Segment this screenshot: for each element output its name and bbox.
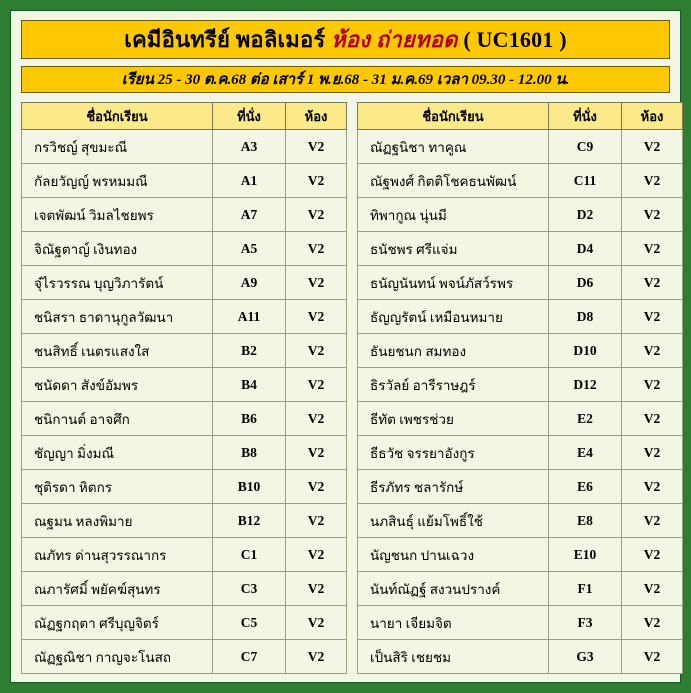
student-room: V2: [286, 300, 347, 334]
student-room: V2: [286, 572, 347, 606]
student-name: ธนัชพร ศรีแจ่ม: [358, 232, 549, 266]
student-name: ณภัทร ด่านสุวรรณากร: [22, 538, 213, 572]
student-name: ทิพากูณ นุ่นมี: [358, 198, 549, 232]
student-name: เป็นสิริ เชยชม: [358, 640, 549, 674]
table-row: [358, 470, 683, 504]
table-row: [22, 232, 347, 266]
document-card: [10, 10, 681, 683]
student-name: ธิรวัลย์ อารีราษฎร์: [358, 368, 549, 402]
student-seat: A7: [213, 198, 286, 232]
student-name: ธันยชนก สมทอง: [358, 334, 549, 368]
student-room: V2: [286, 130, 347, 164]
student-name: นภสินธุ์ แย้มโพธิ์ใช้: [358, 504, 549, 538]
student-room: V2: [286, 266, 347, 300]
table-row: [358, 572, 683, 606]
table-row: [22, 470, 347, 504]
roster-table-left: [21, 102, 347, 674]
student-name: เจตพัฒน์ วิมลไชยพร: [22, 198, 213, 232]
student-room: V2: [286, 164, 347, 198]
title-subject: เคมีอินทรีย์ พอลิเมอร์: [124, 26, 326, 52]
student-seat: C1: [213, 538, 286, 572]
student-room: V2: [622, 300, 683, 334]
table-row: [358, 198, 683, 232]
student-seat: C3: [213, 572, 286, 606]
student-seat: B6: [213, 402, 286, 436]
student-seat: F1: [549, 572, 622, 606]
table-row: [358, 334, 683, 368]
student-seat: C9: [549, 130, 622, 164]
student-room: V2: [286, 504, 347, 538]
column-header-room: ห้อง: [286, 103, 347, 130]
table-row: [22, 300, 347, 334]
student-room: V2: [622, 470, 683, 504]
student-name: ชนิกานต์ อาจศึก: [22, 402, 213, 436]
student-name: ธนัญนันทน์ พจน์ภัสว์รพร: [358, 266, 549, 300]
student-name: ชุติรดา หิตกร: [22, 470, 213, 504]
student-name: ธีทัต เพชรช่วย: [358, 402, 549, 436]
student-seat: C7: [213, 640, 286, 674]
student-seat: B8: [213, 436, 286, 470]
table-row: [22, 572, 347, 606]
student-room: V2: [286, 232, 347, 266]
table-row: [358, 368, 683, 402]
table-row: [22, 538, 347, 572]
student-name: ณฐมน หลงพิมาย: [22, 504, 213, 538]
student-room: V2: [286, 436, 347, 470]
column-header-name: ชื่อนักเรียน: [358, 103, 549, 130]
student-room: V2: [286, 334, 347, 368]
table-row: [358, 266, 683, 300]
student-seat: D2: [549, 198, 622, 232]
student-room: V2: [622, 266, 683, 300]
column-header-seat: ที่นั่ง: [549, 103, 622, 130]
student-seat: A5: [213, 232, 286, 266]
page-title: [124, 22, 567, 57]
student-seat: D12: [549, 368, 622, 402]
table-row: [358, 538, 683, 572]
table-row: [22, 504, 347, 538]
student-seat: D8: [549, 300, 622, 334]
student-name: กรวิชญ์ สุขมะณี: [22, 130, 213, 164]
column-header-room: ห้อง: [622, 103, 683, 130]
table-row: [358, 606, 683, 640]
table-row: [22, 164, 347, 198]
student-seat: C5: [213, 606, 286, 640]
column-header-name: ชื่อนักเรียน: [22, 103, 213, 130]
student-name: ชนสิทธิ์ เนตรแสงใส: [22, 334, 213, 368]
student-room: V2: [286, 538, 347, 572]
table-row: [22, 402, 347, 436]
student-seat: D10: [549, 334, 622, 368]
student-room: V2: [622, 572, 683, 606]
student-room: V2: [286, 640, 347, 674]
student-room: V2: [286, 198, 347, 232]
roster-table-right: [357, 102, 683, 674]
student-seat: C11: [549, 164, 622, 198]
table-row: [358, 402, 683, 436]
student-room: V2: [622, 504, 683, 538]
table-row: [22, 640, 347, 674]
student-name: ชัญญา มิ่งมณี: [22, 436, 213, 470]
table-header-row: [358, 103, 683, 130]
student-room: V2: [286, 606, 347, 640]
title-banner: [21, 20, 670, 59]
title-room: ห้อง ถ่ายทอด: [331, 26, 458, 52]
table-row: [22, 368, 347, 402]
student-room: V2: [622, 198, 683, 232]
student-name: ชนิสรา ธาดานุกูลวัฒนา: [22, 300, 213, 334]
student-seat: E8: [549, 504, 622, 538]
table-row: [22, 266, 347, 300]
table-row: [22, 198, 347, 232]
student-seat: D6: [549, 266, 622, 300]
student-seat: D4: [549, 232, 622, 266]
student-room: V2: [622, 232, 683, 266]
table-header-row: [22, 103, 347, 130]
student-room: V2: [622, 640, 683, 674]
student-name: จิณัฐตาญ์ เงินทอง: [22, 232, 213, 266]
student-room: V2: [622, 334, 683, 368]
student-seat: B12: [213, 504, 286, 538]
student-name: ณัฏฐนิชา ทาคูณ: [358, 130, 549, 164]
student-name: ธีรภัทร ชลารักษ์: [358, 470, 549, 504]
student-name: ชนัดดา สังข์อัมพร: [22, 368, 213, 402]
student-room: V2: [286, 470, 347, 504]
student-room: V2: [622, 130, 683, 164]
student-seat: A3: [213, 130, 286, 164]
student-seat: B2: [213, 334, 286, 368]
student-room: V2: [286, 368, 347, 402]
student-seat: G3: [549, 640, 622, 674]
student-room: V2: [622, 368, 683, 402]
table-row: [22, 606, 347, 640]
student-name: จุ๋ไรวรรณ บุญวิภารัตน์: [22, 266, 213, 300]
student-name: ธีธวัช จรรยาอังกูร: [358, 436, 549, 470]
student-room: V2: [622, 164, 683, 198]
student-name: ณัฐพงศ์ กิตติโชคธนพัฒน์: [358, 164, 549, 198]
table-row: [358, 232, 683, 266]
student-seat: A9: [213, 266, 286, 300]
student-name: ณัฏฐณิชา กาญจะโนสถ: [22, 640, 213, 674]
student-seat: B10: [213, 470, 286, 504]
student-name: ณัฏฐกฤตา ศรีบุญจิตร์: [22, 606, 213, 640]
table-row: [358, 300, 683, 334]
table-row: [358, 640, 683, 674]
student-room: V2: [622, 402, 683, 436]
student-seat: E6: [549, 470, 622, 504]
table-row: [358, 504, 683, 538]
table-row: [358, 436, 683, 470]
schedule-banner: [21, 66, 670, 93]
student-room: V2: [622, 436, 683, 470]
student-room: V2: [622, 538, 683, 572]
schedule-text: เรียน 25 - 30 ต.ค.68 ต่อ เสาร์ 1 พ.ย.68 - 31 ม.ค.69 เวลา 09.30 - 12.00 น.: [121, 72, 570, 89]
student-seat: A11: [213, 300, 286, 334]
student-name: นายา เจียมจิต: [358, 606, 549, 640]
student-seat: E2: [549, 402, 622, 436]
student-name: นัญชนก ปานเฉวง: [358, 538, 549, 572]
student-room: V2: [622, 606, 683, 640]
roster-tables: [21, 102, 670, 674]
student-seat: F3: [549, 606, 622, 640]
student-room: V2: [286, 402, 347, 436]
table-row: [358, 130, 683, 164]
student-name: ธัญญรัตน์ เหมือนหมาย: [358, 300, 549, 334]
student-name: กัลยวัญญ์ พรหมมณี: [22, 164, 213, 198]
student-name: ณภารัศมิ์ พยัคฆ์สุนทร: [22, 572, 213, 606]
student-seat: B4: [213, 368, 286, 402]
table-row: [22, 436, 347, 470]
title-course-code: ( UC1601 ): [463, 26, 567, 52]
student-name: นันท์ณัฏฐ์ สงวนปรางค์: [358, 572, 549, 606]
student-seat: E10: [549, 538, 622, 572]
student-seat: A1: [213, 164, 286, 198]
table-row: [358, 164, 683, 198]
student-seat: E4: [549, 436, 622, 470]
table-row: [22, 334, 347, 368]
column-header-seat: ที่นั่ง: [213, 103, 286, 130]
table-row: [22, 130, 347, 164]
